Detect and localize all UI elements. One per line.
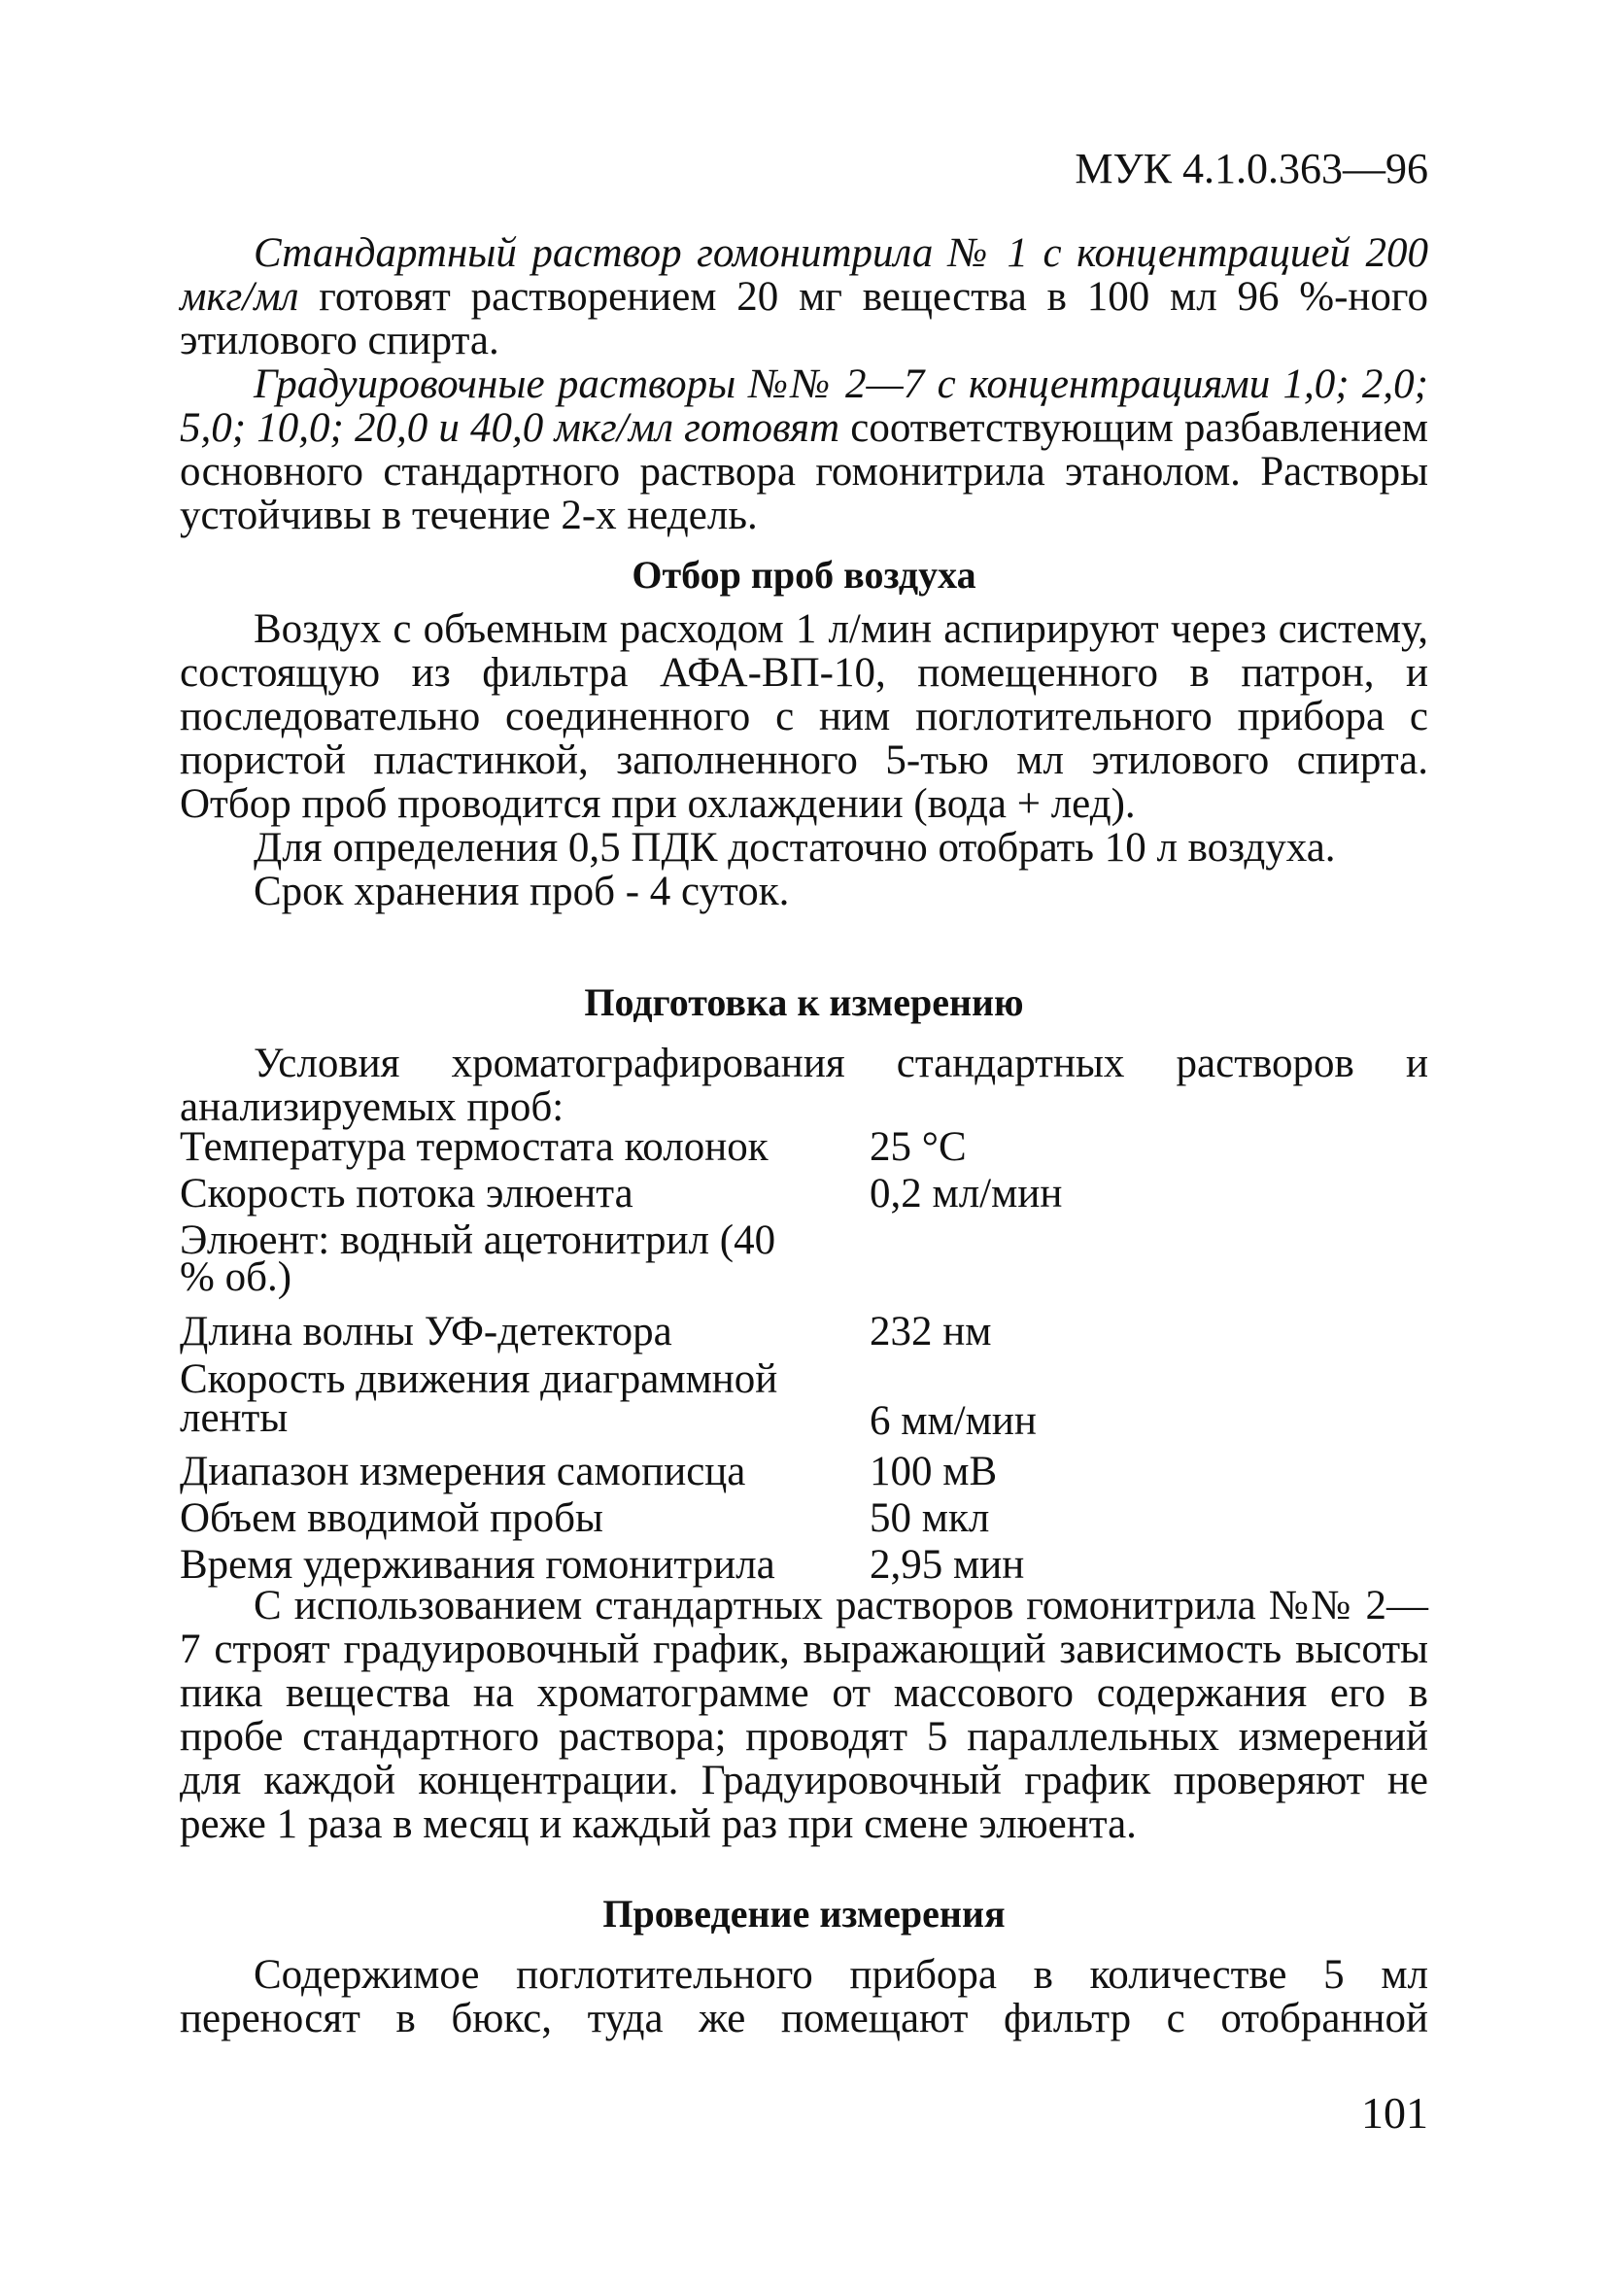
param-value: 232 нм <box>870 1309 992 1354</box>
calibration-solutions-text: соответствующим разбавлением основного стандартного раствора гомонитрила этанолом. Растворы устойчивы в течение 2-х недель. <box>180 405 1428 538</box>
paragraph-sampling-method: Воздух с объемным расходом 1 л/мин аспирируют через систему, состоящую из фильтра АФА-ВП-10, помещенного в патрон, и последовательно соединенного с ним поглотительного прибора с пористой пластинкой, заполненного 5-тью мл этилового спирта. Отбор проб проводится при охлаждении (вода + лед). <box>180 606 1428 827</box>
paragraph-measurement: Содержимое поглотительного прибора в количестве 5 мл переносят в бюкс, туда же помещают фильтр с отобранной <box>180 1952 1428 2041</box>
param-value: 6 мм/мин <box>870 1398 1037 1444</box>
page-number: 101 <box>1361 2088 1428 2138</box>
param-name: Длина волны УФ-детектора <box>180 1309 672 1354</box>
param-value: 25 °С <box>870 1124 967 1170</box>
paragraph-sampling-volume: Для определения 0,5 ПДК достаточно отобрать 10 л воздуха. <box>254 825 1336 871</box>
param-name: Элюент: водный ацетонитрил (40 % об.) <box>180 1217 776 1300</box>
measurement-block <box>180 1953 1428 2040</box>
paragraph-chromatography-conditions: Условия хроматографирования стандартных растворов и анализируемых проб: <box>180 1041 1428 1130</box>
paragraph-storage-time: Срок хранения проб - 4 суток. <box>254 869 790 914</box>
param-name: Температура термостата колонок <box>180 1124 769 1170</box>
paragraph-calibration-solutions <box>180 362 1428 537</box>
paragraph-calibration-graph: С использованием стандартных растворов гомонитрила №№ 2—7 строят градуировочный график, выражающий зависимость высоты пика вещества на хроматограмме от массового содержания его в пробе стандартного раствора; проводят 5 параллельных измерений для каждой концентрации. Градуировочный график проверяют не реже 1 раза в месяц и каждый раз при смене элюента. <box>180 1583 1428 1847</box>
sampling-block <box>180 607 1428 913</box>
heading-measurement: Проведение измерения <box>602 1892 1006 1936</box>
calibration-solutions-term: Градуировочные растворы №№ 2—7 с концентрациями 1,0; 2,0; 5,0; 10,0; 20,0 и 40,0 мкг/мл готовят <box>180 361 1428 451</box>
param-value: 0,2 мл/мин <box>870 1171 1063 1217</box>
document-page <box>180 146 1428 2186</box>
paragraph-standard-solution <box>180 231 1428 362</box>
document-code: МУК 4.1.0.363—96 <box>1075 145 1428 192</box>
heading-preparation: Подготовка к измерению <box>584 980 1024 1024</box>
standard-solution-term: Стандартный раствор гомонитрила № 1 с концентрацией 200 мкг/мл <box>180 230 1428 320</box>
param-name: Скорость движения диаграммной ленты <box>180 1356 778 1441</box>
intro-block <box>180 231 1428 537</box>
param-value: 100 мВ <box>870 1449 998 1494</box>
param-value: 2,95 мин <box>870 1542 1025 1588</box>
param-name: Объем вводимой пробы <box>180 1495 603 1541</box>
param-name: Время удерживания гомонитрила <box>180 1542 775 1588</box>
calibration-block <box>180 1584 1428 1846</box>
param-name: Скорость потока элюента <box>180 1171 633 1217</box>
heading-sampling: Отбор проб воздуха <box>632 553 976 597</box>
param-name: Диапазон измерения самописца <box>180 1449 746 1494</box>
preparation-intro-block <box>180 1042 1428 1129</box>
standard-solution-text: готовят растворением 20 мг вещества в 100 мл 96 %-ного этилового спирта. <box>180 274 1428 363</box>
param-value: 50 мкл <box>870 1495 990 1541</box>
